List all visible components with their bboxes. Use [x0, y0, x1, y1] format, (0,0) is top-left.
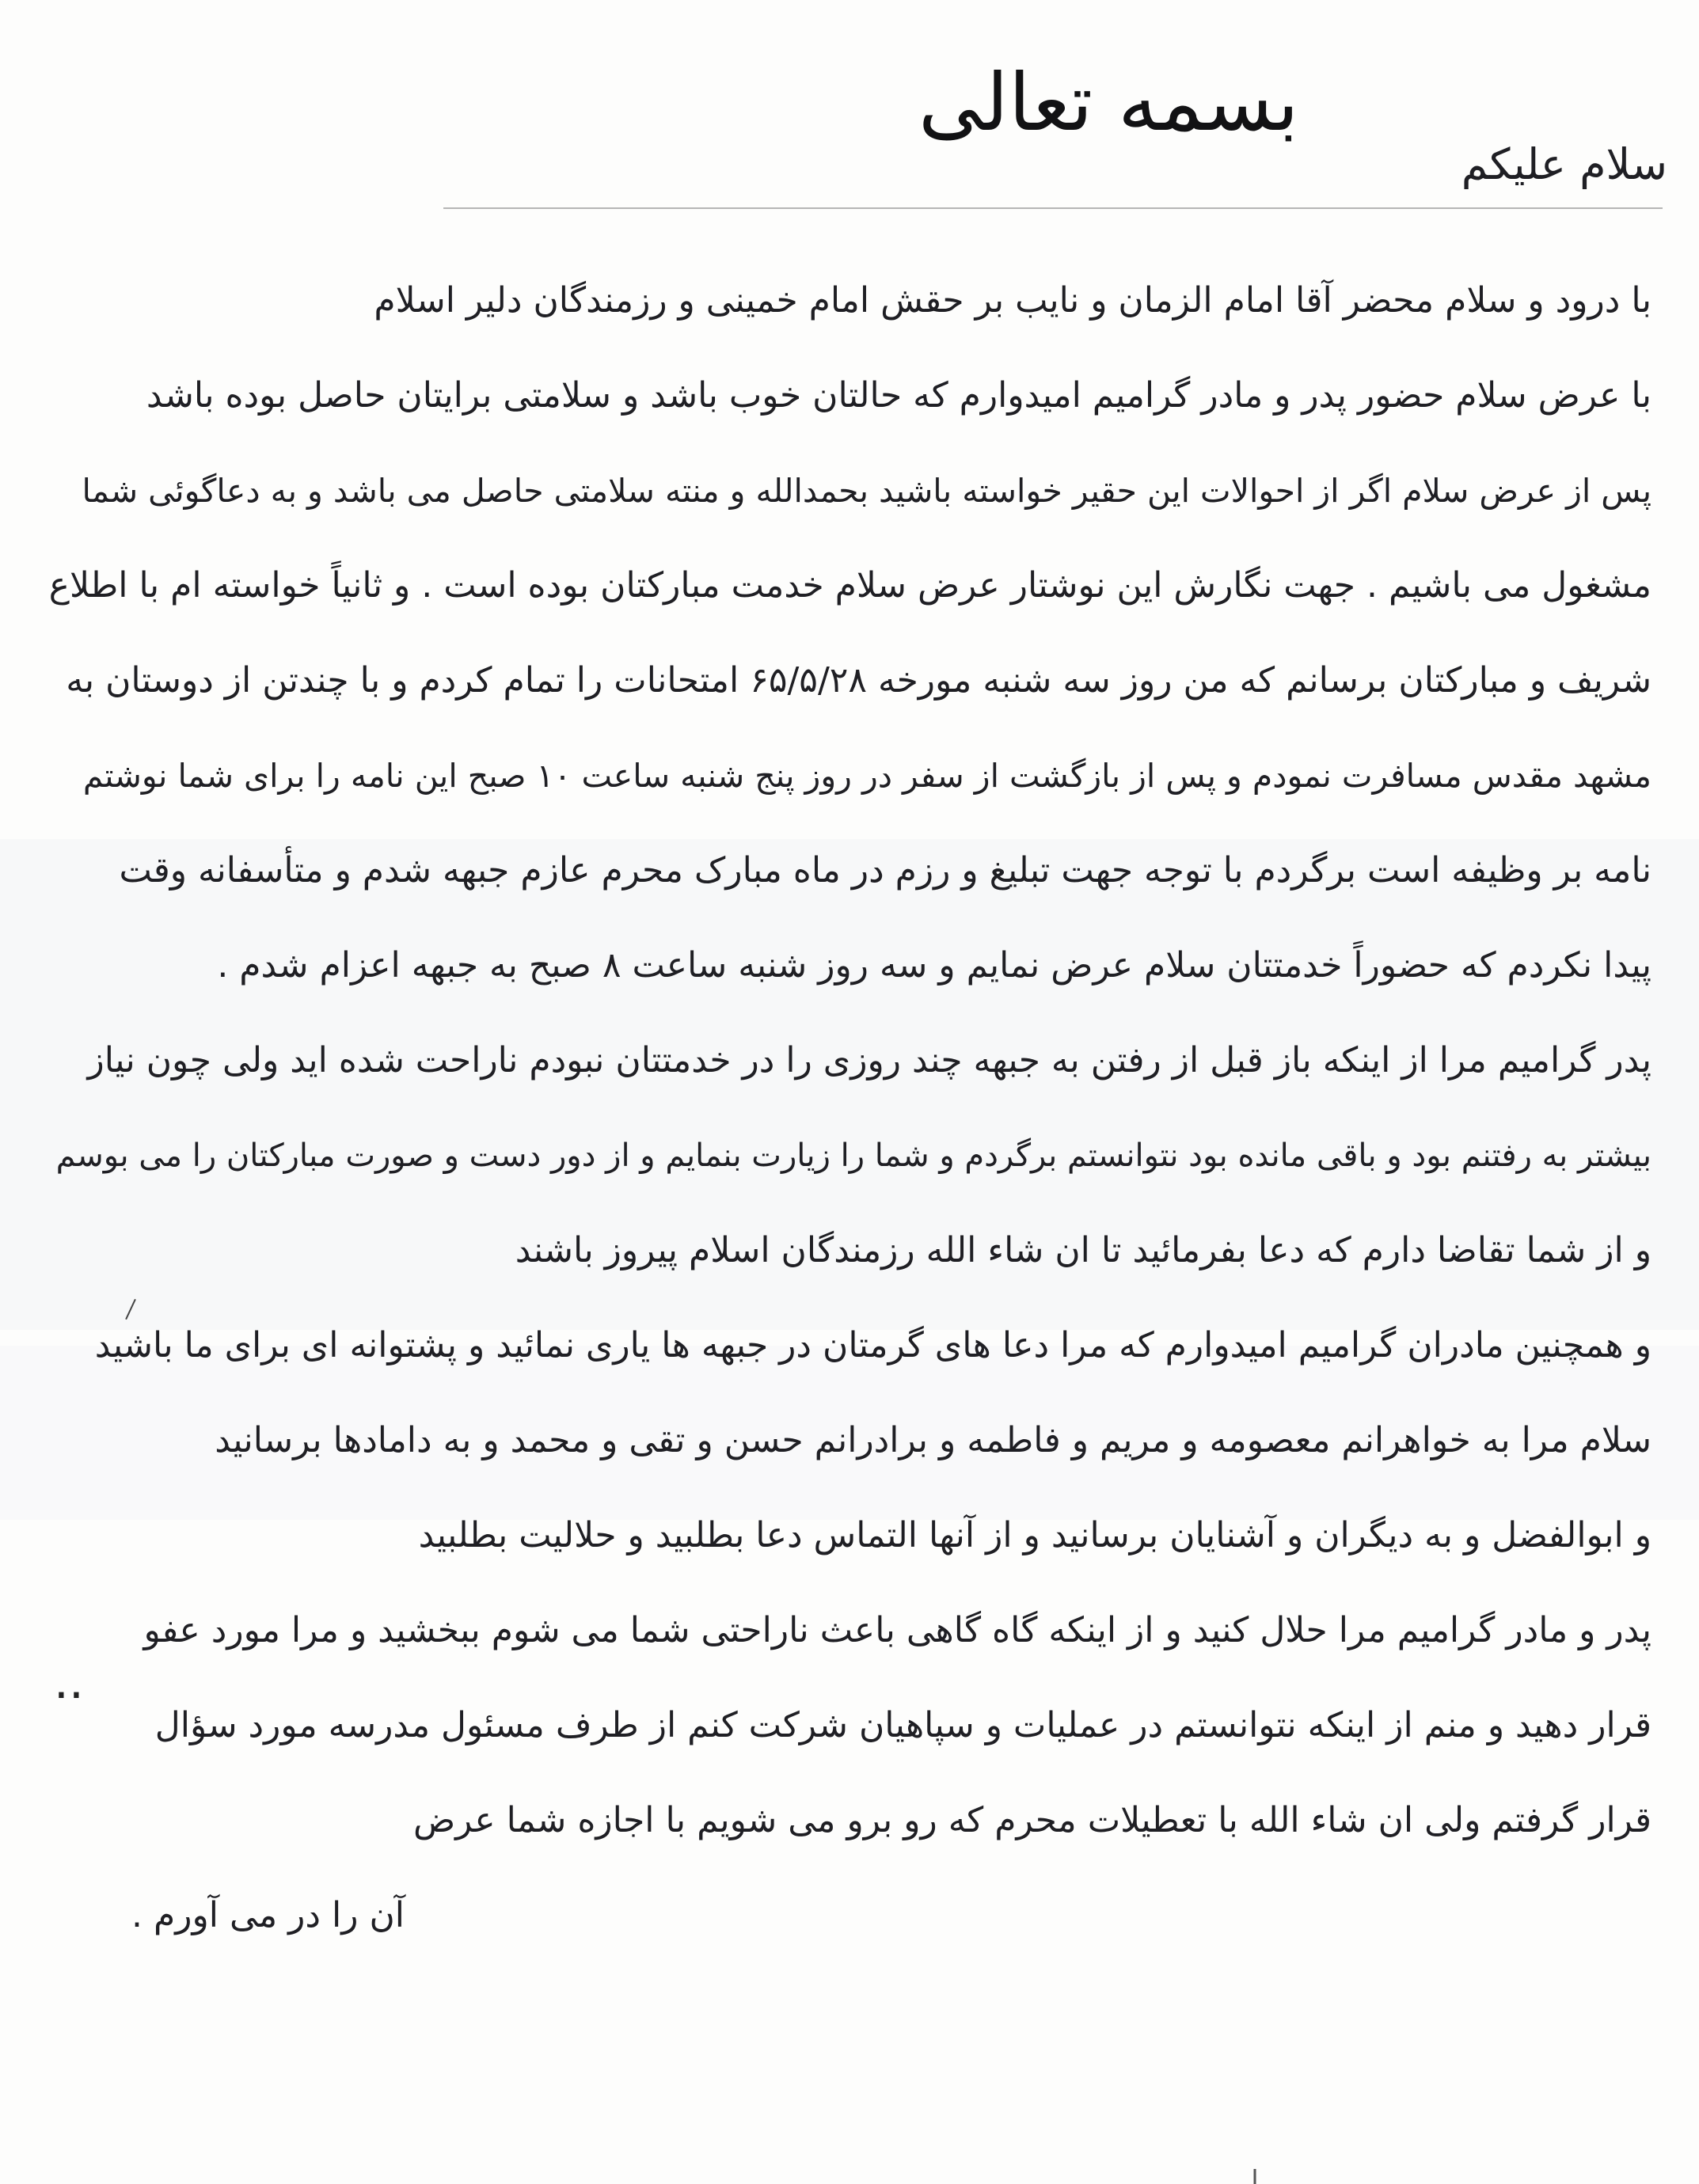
bismillah-heading: بسمه تعالی	[918, 56, 1299, 149]
letter-line: سلام مرا به خواهرانم معصومه و مریم و فاطمه و برادرانم حسن و تقی و محمد و به دامادها برسانید	[215, 1420, 1651, 1460]
margin-ink-dots: ··	[53, 1668, 84, 1723]
letter-closing-line: آن را در می آورم .	[131, 1895, 405, 1935]
letter-line: و ابوالفضل و به دیگران و آشنایان برسانید و از آنها التماس دعا بطلبید و حلالیت بطلبید	[418, 1515, 1651, 1555]
letter-line: با عرض سلام حضور پدر و مادر گرامیم امیدوارم که حالتان خوب باشد و سلامتی برایتان حاصل بوده باشد	[146, 375, 1651, 416]
letter-line: نامه بر وظیفه است برگردم با توجه جهت تبلیغ و رزم در ماه مبارک محرم عازم جبهه شدم و متأسفانه وقت	[119, 850, 1651, 891]
letter-line: با درود و سلام محضر آقا امام الزمان و نایب بر حقش امام خمینی و رزمندگان دلیر اسلام	[374, 280, 1651, 321]
letter-line: قرار دهید و منم از اینکه نتوانستم در عملیات و سپاهیان شرکت کنم از طرف مسئول مدرسه مورد سؤال	[154, 1705, 1651, 1745]
letter-line: بیشتر به رفتنم بود و باقی مانده بود نتوانستم برگردم و شما را زیارت بنمایم و از دور دست و صورت مبارکتان را می بوسم	[55, 1138, 1651, 1174]
letter-line: مشهد مقدس مسافرت نمودم و پس از بازگشت از سفر در روز پنج شنبه ساعت ۱۰ صبح این نامه را برای شما نوشتم	[82, 757, 1651, 795]
salutation: سلام علیکم	[1461, 139, 1667, 189]
letter-line: پدر و مادر گرامیم مرا حلال کنید و از اینکه گاه گاهی باعث ناراحتی شما می شوم ببخشید و مرا مورد عفو	[143, 1610, 1651, 1650]
letter-line: شریف و مبارکتان برسانم که من روز سه شنبه مورخه ۶۵/۵/۲۸ امتحانات را تمام کردم و با چندتن از دوستان به	[66, 660, 1651, 701]
letter-line: پیدا نکردم که حضوراً خدمتتان سلام عرض نمایم و سه روز شنبه ساعت ۸ صبح به جبهه اعزام شدم .	[217, 945, 1651, 986]
letter-line: و از شما تقاضا دارم که دعا بفرمائید تا ان شاء الله رزمندگان اسلام پیروز باشند	[515, 1230, 1651, 1271]
letter-line: مشغول می باشیم . جهت نگارش این نوشتار عرض سلام خدمت مبارکتان بوده است . و ثانیاً خواسته ام با اطلاع	[48, 565, 1651, 606]
header-divider	[443, 207, 1663, 209]
letter-line: پدر گرامیم مرا از اینکه باز قبل از رفتن به جبهه چند روزی را در خدمتتان نبودم ناراحت شده اید ولی چون نیاز	[87, 1040, 1651, 1081]
letter-line: پس از عرض سلام اگر از احوالات این حقیر خواسته باشید بحمدالله و منته سلامتی حاصل می باشد و به دعاگوئی شما	[82, 472, 1651, 510]
letter-line: و همچنین مادران گرامیم امیدوارم که مرا دعا های گرمتان در جبهه ها یاری نمائید و پشتوانه ای برای ما باشید	[94, 1325, 1651, 1365]
letter-line: قرار گرفتم ولی ان شاء الله با تعطیلات محرم که رو برو می شویم با اجازه شما عرض	[412, 1800, 1651, 1840]
